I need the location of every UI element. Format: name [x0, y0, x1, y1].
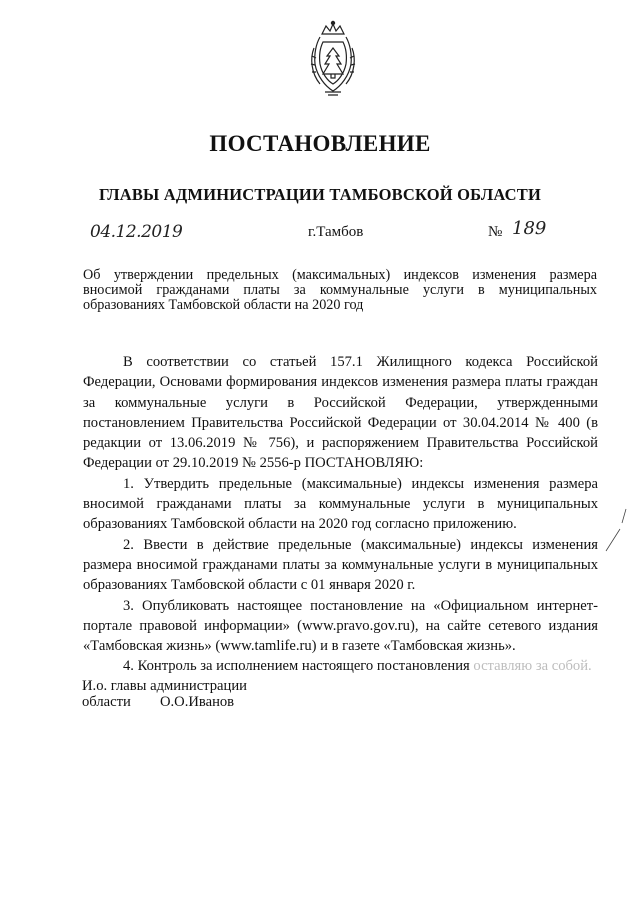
- item-4-paragraph: [83, 656, 598, 676]
- document-title: ПОСТАНОВЛЕНИЕ: [209, 131, 431, 156]
- document-subject: [83, 268, 597, 314]
- preamble-paragraph: В соответствии со статьей 157.1 Жилищного кодекса Российской Федерации, Основами формирования индексов изменения размера платы граждан за коммунальные услуги в Российской Федерации, утвержденными постановлением Правительства Российской Федерации от 30.04.2014 № 400 (в редакции от 13.06.2019 № 756), и распоряжением Правительства Российской Федерации от 29.10.2019 № 2556-р ПОСТАНОВЛЯЮ:: [83, 354, 598, 472]
- subject-text: Об утверждении предельных (максимальных) индексов изменения размера вносимой гражданами платы за коммунальные услуги в муниципальных образованиях Тамбовской области на 2020 год: [83, 267, 597, 314]
- item-1-paragraph: 1. Утвердить предельные (максимальные) индексы изменения размера вносимой гражданами платы за коммунальные услуги в муниципальных образованиях Тамбовской области на 2020 год согласно приложению.: [83, 475, 598, 533]
- document-body: [83, 352, 598, 677]
- coat-of-arms-emblem-icon: [308, 18, 358, 98]
- item-4-faded-text: оставляю за собой.: [473, 658, 592, 675]
- city-label: г.Тамбов: [308, 224, 364, 240]
- margin-pen-mark-icon: [600, 505, 630, 555]
- item-3-paragraph: 3. Опубликовать настоящее постановление на «Официальном интернет-портале правовой информации» (www.pravo.gov.ru), на сайте сетевого издания «Тамбовская жизнь» (www.tamlife.ru) и в газете «Тамбовская жизнь».: [83, 597, 598, 655]
- document-subtitle: ГЛАВЫ АДМИНИСТРАЦИИ ТАМБОВСКОЙ ОБЛАСТИ: [99, 185, 541, 204]
- number-label: №: [488, 224, 503, 240]
- signature-line-2: [82, 694, 247, 710]
- signature-name: О.О.Иванов: [159, 694, 235, 710]
- item-2-paragraph: 2. Ввести в действие предельные (максимальные) индексы изменения размера вносимой гражданами платы за коммунальные услуги в муниципальных образованиях Тамбовской области с 01 января 2020 г.: [83, 536, 598, 594]
- signature-line-1: И.о. главы администрации: [82, 678, 247, 694]
- signature-block: [82, 678, 247, 710]
- signature-role: области: [82, 694, 131, 710]
- handwritten-date: 04.12.2019: [90, 222, 183, 242]
- handwritten-number: 189: [512, 218, 547, 239]
- item-4-text: 4. Контроль за исполнением настоящего постановления: [123, 658, 470, 675]
